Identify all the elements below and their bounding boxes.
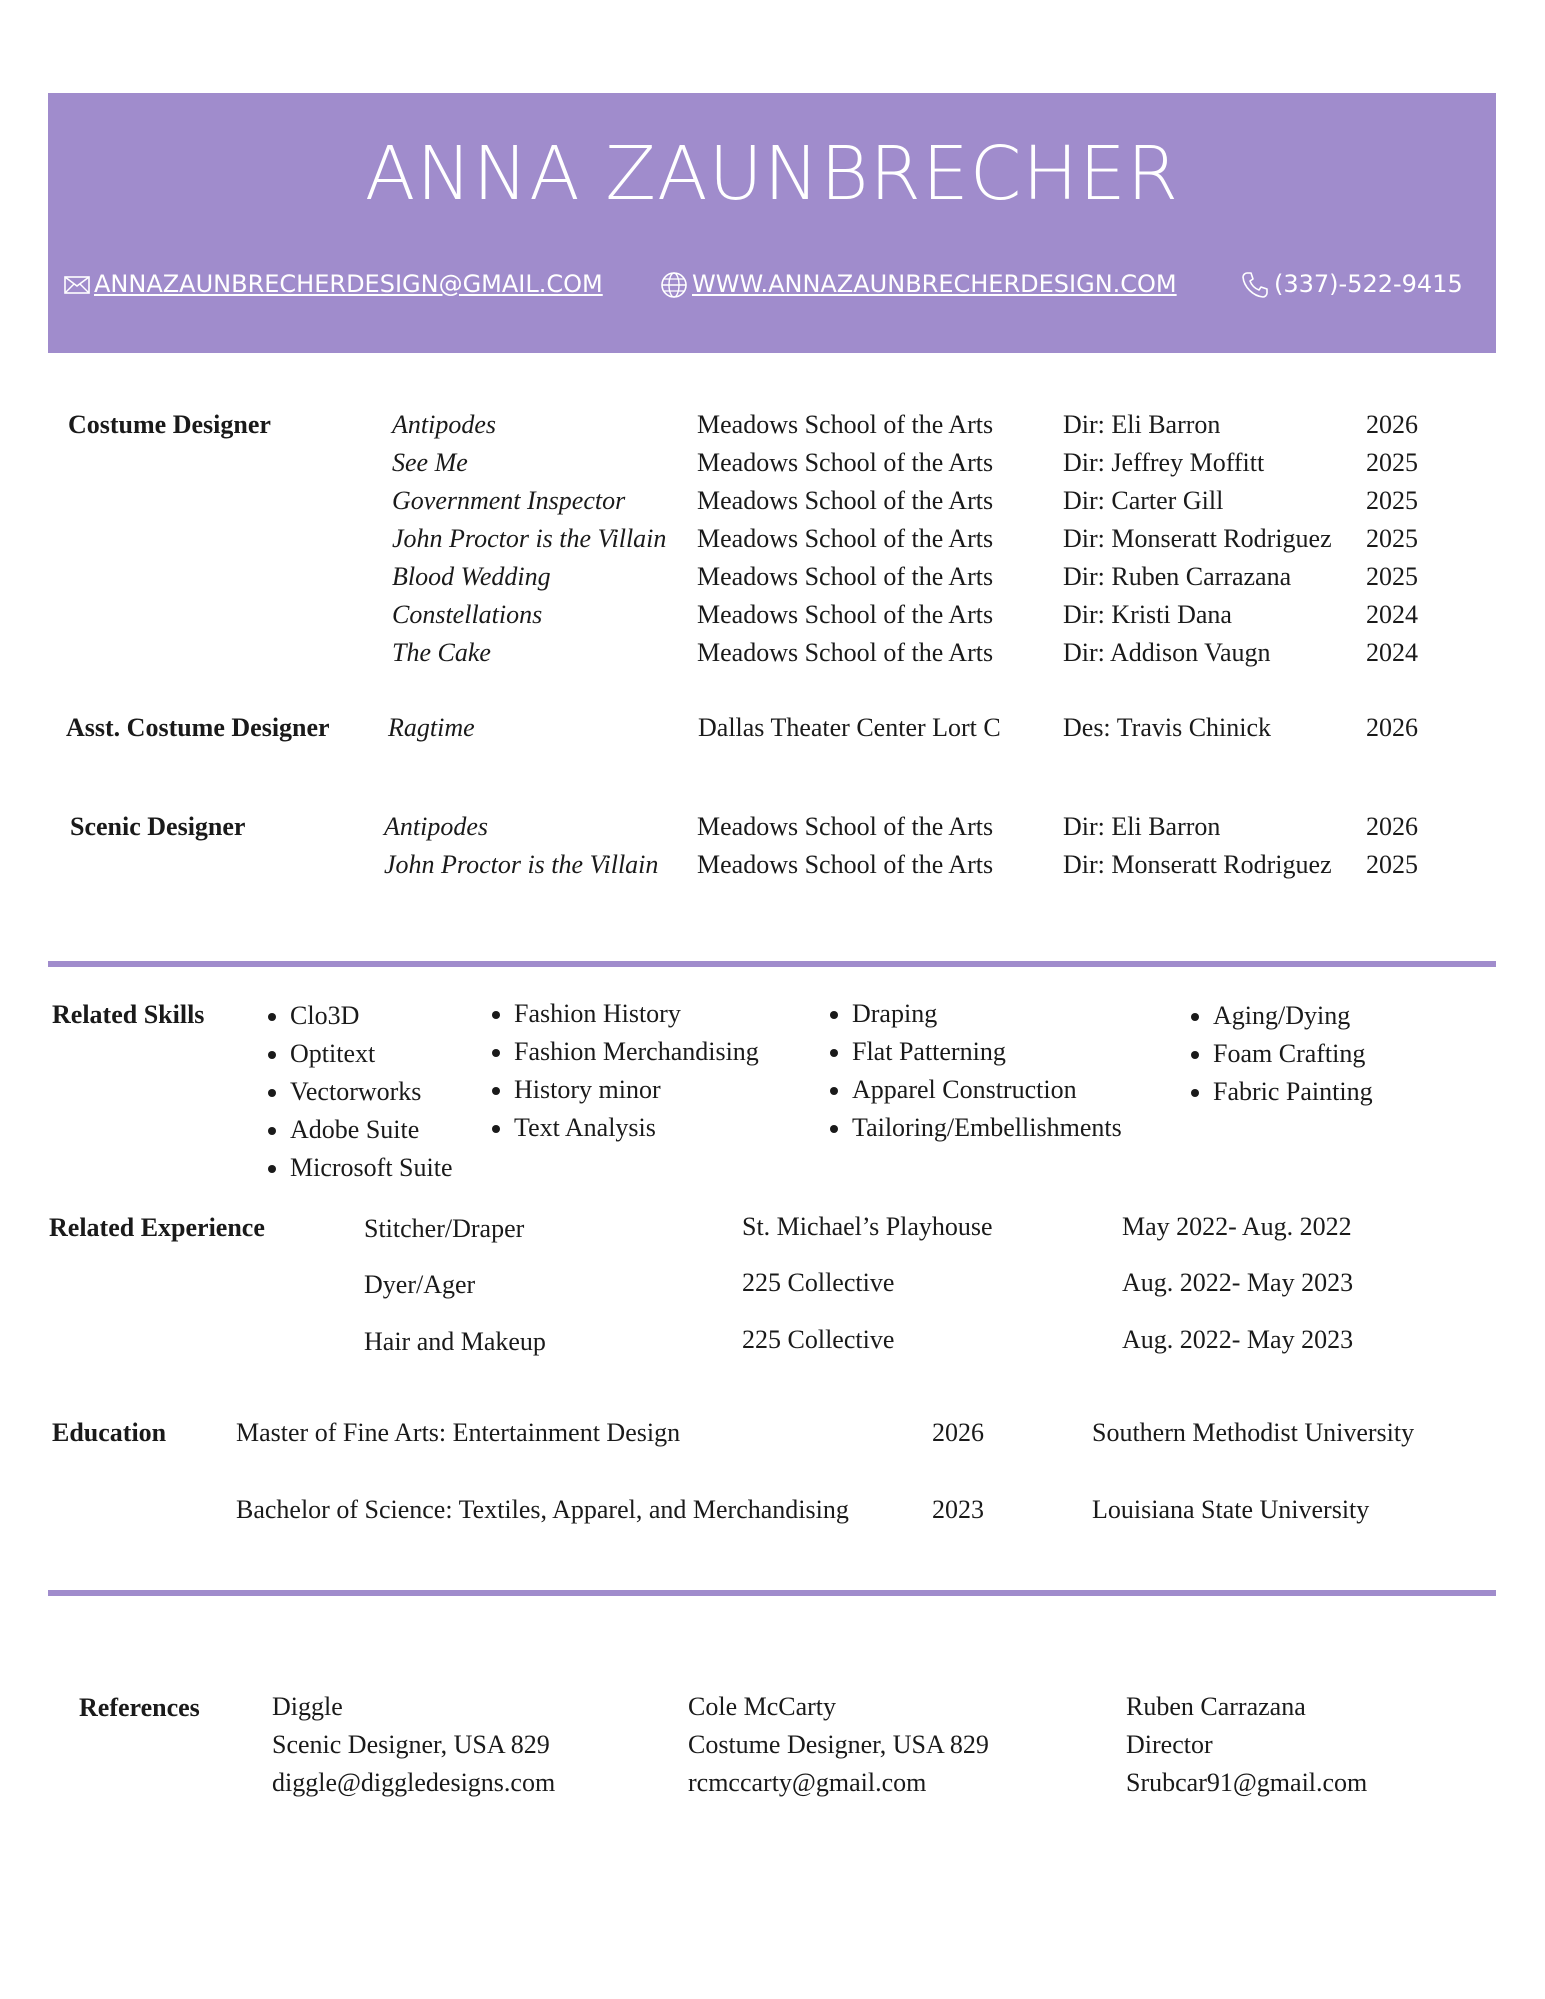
email-link[interactable] — [64, 270, 603, 298]
skills-list — [258, 997, 453, 1187]
credit-title: Constellations — [392, 600, 543, 629]
scenic-designer-label: Scenic Designer — [70, 812, 246, 841]
skill-item: • Fashion Merchandising — [514, 1033, 759, 1071]
skill-item: • Draping — [852, 995, 1122, 1033]
reference-name: Cole McCarty — [688, 1692, 837, 1721]
credit-title: Government Inspector — [392, 486, 626, 515]
credit-venue: Dallas Theater Center Lort C — [698, 713, 1001, 742]
reference-email[interactable]: rcmccarty@gmail.com — [688, 1768, 927, 1797]
experience-dates: May 2022- Aug. 2022 — [1122, 1212, 1352, 1241]
reference-title: Director — [1126, 1730, 1213, 1759]
credit-title: John Proctor is the Villain — [392, 524, 667, 553]
education-school: Southern Methodist University — [1092, 1418, 1415, 1447]
experience-role: Hair and Makeup — [364, 1327, 546, 1356]
credit-venue: Meadows School of the Arts — [697, 410, 994, 439]
credit-title: Antipodes — [392, 410, 496, 439]
credit-director: Dir: Eli Barron — [1063, 410, 1221, 439]
skill-item: • Microsoft Suite — [290, 1149, 453, 1187]
credit-title: Antipodes — [384, 812, 488, 841]
reference-email[interactable]: Srubcar91@gmail.com — [1126, 1768, 1368, 1797]
credit-director: Dir: Jeffrey Moffitt — [1063, 448, 1265, 477]
credit-title: John Proctor is the Villain — [384, 850, 659, 879]
skill-item: • Fashion History — [514, 995, 759, 1033]
skills-label: Related Skills — [52, 1000, 205, 1029]
credit-venue: Meadows School of the Arts — [697, 812, 994, 841]
references-label: References — [79, 1693, 200, 1722]
skill-item: • Clo3D — [290, 997, 453, 1035]
reference-name: Diggle — [272, 1692, 343, 1721]
credit-venue: Meadows School of the Arts — [697, 448, 994, 477]
section-divider — [48, 1590, 1496, 1596]
experience-org: 225 Collective — [742, 1268, 895, 1297]
credit-venue: Meadows School of the Arts — [697, 850, 994, 879]
costume-designer-label: Costume Designer — [68, 410, 271, 439]
experience-org: St. Michael’s Playhouse — [742, 1212, 993, 1241]
skill-item: • Tailoring/Embellishments — [852, 1109, 1122, 1147]
email-text: ANNAZAUNBRECHERDESIGN@GMAIL.COM — [94, 270, 603, 298]
skill-item: • Flat Patterning — [852, 1033, 1122, 1071]
credit-director: Dir: Carter Gill — [1063, 486, 1224, 515]
credit-title: See Me — [392, 448, 468, 477]
credit-title: Ragtime — [388, 713, 475, 742]
credit-director: Dir: Eli Barron — [1063, 812, 1221, 841]
credit-venue: Meadows School of the Arts — [697, 524, 994, 553]
skills-list — [1181, 997, 1373, 1111]
skill-item: • Apparel Construction — [852, 1071, 1122, 1109]
experience-role: Stitcher/Draper — [364, 1214, 525, 1243]
education-degree: Master of Fine Arts: Entertainment Design — [236, 1418, 681, 1447]
credit-director: Dir: Monseratt Rodriguez — [1063, 850, 1332, 879]
education-year: 2026 — [932, 1418, 984, 1447]
credit-year: 2025 — [1366, 850, 1418, 879]
resume-name: ANNA ZAUNBRECHER — [364, 131, 1180, 217]
credit-year: 2025 — [1366, 486, 1418, 515]
credit-director: Dir: Kristi Dana — [1063, 600, 1232, 629]
credit-year: 2025 — [1366, 448, 1418, 477]
skill-item: • Fabric Painting — [1213, 1073, 1373, 1111]
credit-director: Dir: Ruben Carrazana — [1063, 562, 1292, 591]
credit-director: Dir: Monseratt Rodriguez — [1063, 524, 1332, 553]
skill-item: • Adobe Suite — [290, 1111, 453, 1149]
reference-name: Ruben Carrazana — [1126, 1692, 1306, 1721]
credit-year: 2025 — [1366, 524, 1418, 553]
section-divider — [48, 961, 1496, 967]
asst-costume-designer-label: Asst. Costume Designer — [66, 713, 330, 742]
experience-org: 225 Collective — [742, 1325, 895, 1354]
education-degree: Bachelor of Science: Textiles, Apparel, and Merchandising — [236, 1495, 849, 1524]
skills-list — [482, 995, 759, 1147]
phone-contact — [1240, 270, 1463, 300]
skills-list — [820, 995, 1122, 1147]
education-school: Louisiana State University — [1092, 1495, 1370, 1524]
experience-label: Related Experience — [49, 1213, 265, 1242]
credit-venue: Meadows School of the Arts — [697, 600, 994, 629]
education-year: 2023 — [932, 1495, 984, 1524]
credit-venue: Meadows School of the Arts — [697, 638, 994, 667]
credit-year: 2025 — [1366, 562, 1418, 591]
skill-item: • Aging/Dying — [1213, 997, 1373, 1035]
skill-item: • Optitext — [290, 1035, 453, 1073]
reference-title: Costume Designer, USA 829 — [688, 1730, 989, 1759]
website-text: WWW.ANNAZAUNBRECHERDESIGN.COM — [692, 270, 1177, 298]
credit-year: 2026 — [1366, 410, 1418, 439]
experience-dates: Aug. 2022- May 2023 — [1122, 1325, 1354, 1354]
credit-title: Blood Wedding — [392, 562, 551, 591]
skill-item: • Text Analysis — [514, 1109, 759, 1147]
credit-year: 2024 — [1366, 638, 1418, 667]
skill-item: • Foam Crafting — [1213, 1035, 1373, 1073]
credit-year: 2024 — [1366, 600, 1418, 629]
skill-item: • Vectorworks — [290, 1073, 453, 1111]
credit-year: 2026 — [1366, 812, 1418, 841]
header-banner — [48, 93, 1496, 353]
skill-item: • History minor — [514, 1071, 759, 1109]
credit-year: 2026 — [1366, 713, 1418, 742]
experience-dates: Aug. 2022- May 2023 — [1122, 1268, 1354, 1297]
phone-text: (337)-522-9415 — [1274, 270, 1463, 298]
envelope-icon — [64, 275, 90, 295]
credit-director: Dir: Addison Vaugn — [1063, 638, 1271, 667]
credit-designer: Des: Travis Chinick — [1063, 713, 1272, 742]
credit-venue: Meadows School of the Arts — [697, 562, 994, 591]
phone-icon — [1240, 270, 1270, 300]
experience-role: Dyer/Ager — [364, 1270, 476, 1299]
credit-title: The Cake — [392, 638, 491, 667]
globe-icon — [660, 271, 688, 299]
website-link[interactable] — [660, 270, 1177, 299]
reference-title: Scenic Designer, USA 829 — [272, 1730, 550, 1759]
education-label: Education — [52, 1418, 167, 1447]
reference-email[interactable]: diggle@diggledesigns.com — [272, 1768, 556, 1797]
credit-venue: Meadows School of the Arts — [697, 486, 994, 515]
